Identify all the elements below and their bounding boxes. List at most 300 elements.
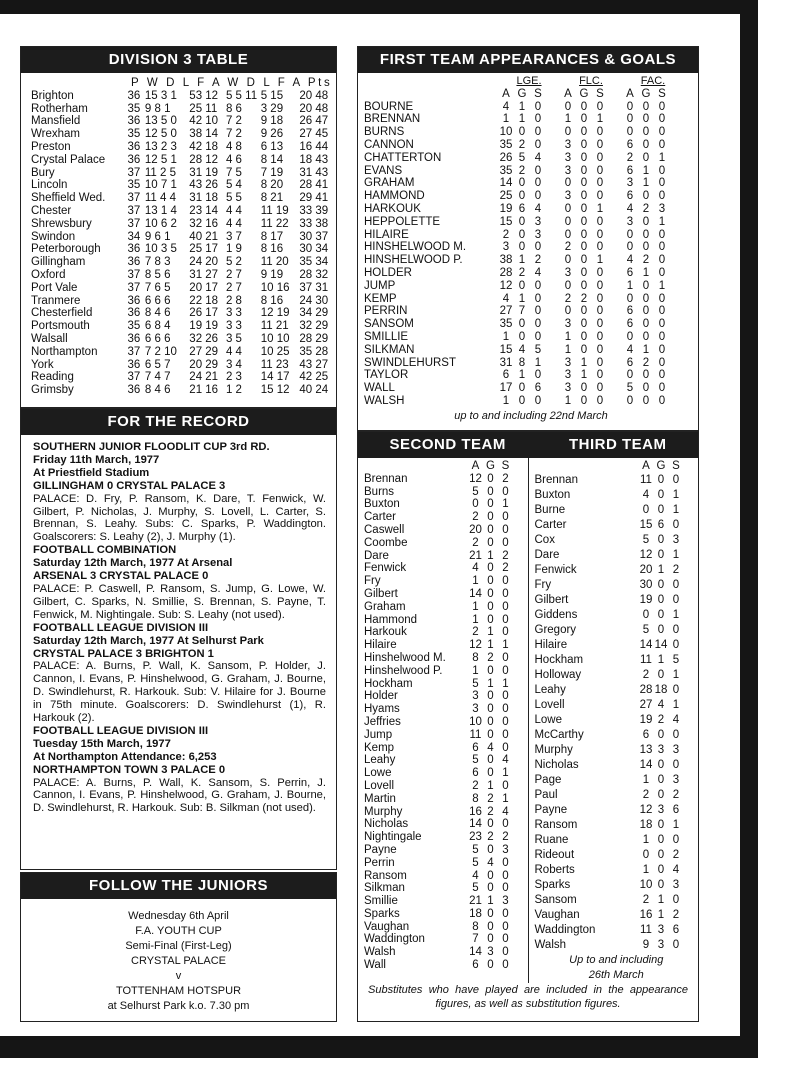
stat-group: [560, 369, 622, 382]
stat-value: 0: [672, 518, 680, 531]
away-record: 8 6: [225, 102, 242, 115]
player-name: Jeffries: [364, 715, 401, 728]
player-stats: [639, 593, 684, 608]
stat-value: 0: [487, 587, 494, 600]
away-record: 1 9: [225, 243, 242, 256]
stat-value: 1: [472, 613, 479, 626]
player-row: [364, 550, 528, 563]
stat-value: 0: [580, 343, 588, 356]
table-row: [31, 359, 336, 372]
player-name: Lovell: [364, 779, 395, 792]
stat-value: 4: [487, 856, 494, 869]
player-name: HINSHELWOOD P.: [364, 254, 463, 267]
stat-value: 1: [564, 330, 572, 343]
player-stats: [468, 498, 513, 511]
away-goals: 8 17: [260, 230, 284, 243]
stat-value: 0: [580, 113, 588, 126]
stat-value: 0: [658, 266, 666, 279]
stat-value: 3: [564, 190, 572, 203]
first-team-col-header: [364, 88, 698, 101]
stat-value: 0: [487, 907, 494, 920]
player-name: Sparks: [364, 907, 400, 920]
stat-value: 3: [657, 923, 665, 936]
team-points: 16 44: [299, 140, 329, 153]
stat-value: 4: [672, 863, 680, 876]
stat-value: 1: [472, 664, 479, 677]
stat-value: 2: [472, 779, 479, 792]
stat-value: 0: [580, 202, 588, 215]
stat-value: 0: [502, 728, 509, 741]
team-points: 33 39: [299, 204, 329, 217]
stat-value: 3: [657, 743, 665, 756]
stat-value: 5: [626, 382, 634, 395]
stat-value: 3: [534, 215, 542, 228]
stat-value: 1: [596, 202, 604, 215]
stat-value: 0: [487, 882, 494, 895]
player-name: Holder: [364, 690, 398, 703]
player-stats: [468, 703, 513, 716]
stat-group: [560, 318, 622, 331]
stat-value: 26: [499, 151, 513, 164]
stat-value: 3: [672, 773, 680, 786]
table-row: [31, 295, 336, 308]
player-stats: [468, 780, 513, 793]
stat-value: 0: [502, 933, 509, 946]
stat-value: 0: [487, 920, 494, 933]
player-name: Vaughan: [534, 908, 580, 921]
stat-group: [560, 382, 622, 395]
stat-value: 0: [657, 548, 665, 561]
player-row: [364, 241, 698, 254]
stat-value: 0: [487, 575, 494, 588]
stat-value: 0: [657, 788, 665, 801]
stat-group: [560, 177, 622, 190]
stat-value: 0: [534, 100, 542, 113]
stat-value: 35: [499, 138, 513, 151]
player-row: [535, 908, 699, 923]
player-name: Fenwick: [364, 562, 407, 575]
stat-value: 0: [658, 100, 666, 113]
player-name: HOLDER: [364, 266, 412, 279]
player-row: [535, 818, 699, 833]
player-row: [364, 793, 528, 806]
stat-value: 6: [626, 190, 634, 203]
stat-value: 0: [487, 818, 494, 831]
stat-value: 0: [502, 536, 509, 549]
stat-value: 0: [502, 587, 509, 600]
player-name: Gilbert: [364, 587, 398, 600]
home-record: 12 5 1: [144, 153, 177, 166]
stat-value: 1: [502, 498, 509, 511]
stat-value: 12: [469, 472, 482, 485]
stat-value: 0: [658, 292, 666, 305]
stat-value: 0: [642, 228, 650, 241]
record-panel: [20, 408, 337, 870]
stat-group: [622, 382, 684, 395]
stat-value: 0: [502, 523, 509, 536]
home-goals: 40 21: [189, 230, 219, 243]
player-name: Buxton: [534, 488, 571, 501]
record-body: [21, 435, 336, 815]
stat-value: 0: [672, 638, 680, 651]
stat-value: 0: [518, 241, 526, 254]
stat-value: 2: [642, 254, 650, 267]
stat-value: 1: [487, 677, 494, 690]
player-stats: [468, 614, 513, 627]
stat-value: 28: [499, 266, 513, 279]
stat-value: 7: [518, 305, 526, 318]
stat-value: 38: [499, 254, 513, 267]
stat-value: 15: [499, 343, 513, 356]
team-points: 34 29: [299, 307, 329, 320]
player-name: HILAIRE: [364, 228, 409, 241]
stat-value: 4: [502, 754, 509, 767]
stat-value: 1: [658, 279, 666, 292]
player-name: GRAHAM: [364, 177, 415, 190]
stat-value: 5: [472, 856, 479, 869]
juniors-line: F.A. YOUTH CUP: [135, 925, 222, 937]
table-row: [31, 333, 336, 346]
col-label: S: [672, 460, 680, 472]
team-points: 28 29: [299, 332, 329, 345]
stat-value: 3: [657, 803, 665, 816]
player-row: [364, 780, 528, 793]
stat-value: 4: [534, 202, 542, 215]
col-label: G: [641, 87, 651, 100]
player-name: Leahy: [364, 754, 396, 767]
team-name: Chester: [31, 204, 72, 217]
player-row: [364, 152, 698, 165]
stat-group: [560, 293, 622, 306]
stat-group: [560, 305, 622, 318]
player-row: [364, 690, 528, 703]
team-played: 37: [127, 192, 141, 205]
stat-group: [622, 101, 684, 114]
competition-label: FAC.: [640, 75, 666, 87]
player-row: [364, 639, 528, 652]
player-name: Wall: [364, 959, 386, 972]
stat-group: [622, 152, 684, 165]
player-stats: [468, 895, 513, 908]
table-row: [31, 384, 336, 397]
stat-value: 1: [657, 893, 665, 906]
stat-value: 3: [564, 356, 572, 369]
home-goals: 28 12: [189, 153, 219, 166]
stat-value: 2: [642, 202, 650, 215]
first-team-note: up to and including 22nd March: [454, 409, 608, 422]
stat-value: 1: [487, 626, 494, 639]
stat-value: 3: [487, 946, 494, 959]
spacer: [364, 88, 498, 101]
stat-group: [560, 254, 622, 267]
player-name: Leahy: [534, 683, 566, 696]
stat-value: 0: [657, 503, 665, 516]
stat-value: 0: [580, 318, 588, 331]
stat-value: 0: [564, 305, 572, 318]
player-row: [364, 395, 698, 408]
player-row: [364, 729, 528, 742]
stat-value: 1: [518, 292, 526, 305]
player-name: Kemp: [364, 741, 395, 754]
stat-value: 1: [672, 503, 680, 516]
team-points: 27 45: [299, 128, 329, 141]
player-stats: [639, 578, 684, 593]
team-played: 36: [127, 243, 141, 256]
stat-value: 7: [472, 933, 479, 946]
team-points: 35 28: [299, 345, 329, 358]
record-heading: GILLINGHAM 0 CRYSTAL PALACE 3: [33, 479, 226, 492]
player-stats: [468, 665, 513, 678]
player-stats: [639, 548, 684, 563]
record-heading: SOUTHERN JUNIOR FLOODLIT CUP 3rd RD.: [33, 441, 270, 453]
stat-value: 0: [487, 715, 494, 728]
team-name: Bury: [31, 166, 55, 179]
home-record: 7 2 10: [144, 345, 177, 358]
player-name: Page: [534, 773, 562, 786]
stat-value: 2: [487, 651, 494, 664]
stat-value: 2: [672, 563, 680, 576]
home-goals: 25 17: [189, 243, 219, 256]
stat-group: [560, 357, 622, 370]
stat-value: 0: [518, 177, 526, 190]
away-record: 5 2: [225, 256, 242, 269]
team-name: Tranmere: [31, 294, 81, 307]
stat-value: 0: [534, 113, 542, 126]
stat-value: 0: [502, 715, 509, 728]
stat-value: 0: [596, 190, 604, 203]
stat-group: [560, 113, 622, 126]
stat-group: [498, 113, 560, 126]
player-name: Silkman: [364, 882, 405, 895]
competition-label: FLC.: [579, 75, 603, 87]
player-name: CANNON: [364, 138, 414, 151]
stat-value: 1: [502, 767, 509, 780]
player-stats: [468, 844, 513, 857]
player-row: [535, 743, 699, 758]
player-name: Gregory: [534, 623, 577, 636]
stat-group: [622, 165, 684, 178]
team-points: 40 24: [299, 384, 329, 397]
player-name: Hilaire: [534, 638, 568, 651]
stat-value: 0: [672, 683, 680, 696]
stat-value: 0: [596, 369, 604, 382]
away-record: 2 8: [225, 294, 242, 307]
stat-value: 6: [626, 266, 634, 279]
player-stats: [468, 754, 513, 767]
stat-value: 15: [499, 215, 513, 228]
player-name: Ruane: [534, 833, 569, 846]
stat-value: 16: [639, 908, 653, 921]
stat-value: 0: [626, 369, 634, 382]
stat-value: 4: [534, 151, 542, 164]
stat-value: 0: [657, 758, 665, 771]
player-stats: [468, 870, 513, 883]
stat-value: 0: [534, 292, 542, 305]
player-stats: [639, 473, 684, 488]
home-record: 8 4 6: [144, 384, 171, 397]
stat-value: 0: [487, 485, 494, 498]
stat-value: 14: [499, 177, 513, 190]
player-row: [364, 818, 528, 831]
player-name: Hockham: [364, 677, 413, 690]
home-record: 10 3 5: [144, 243, 177, 256]
stat-value: 3: [564, 382, 572, 395]
right-border: [740, 0, 758, 1058]
stat-value: 0: [487, 843, 494, 856]
stat-value: 1: [657, 653, 665, 666]
stat-value: 0: [487, 728, 494, 741]
stat-value: 8: [472, 651, 479, 664]
player-row: [364, 626, 528, 639]
stat-group: [498, 126, 560, 139]
third-team-note: 26th March: [588, 968, 644, 981]
stat-value: 1: [642, 833, 650, 846]
stat-value: 6: [502, 369, 510, 382]
team-points: 20 48: [299, 102, 329, 115]
stat-value: 0: [502, 485, 509, 498]
stat-value: 3: [564, 318, 572, 331]
team-name: Port Vale: [31, 281, 78, 294]
player-row: [535, 518, 699, 533]
stat-value: 0: [502, 959, 509, 972]
stat-value: 1: [502, 792, 509, 805]
player-name: TAYLOR: [364, 369, 409, 382]
stat-group: [622, 113, 684, 126]
stat-group: [498, 267, 560, 280]
team-played: 36: [127, 153, 141, 166]
stat-value: 3: [564, 369, 572, 382]
second-team-table: [358, 458, 529, 983]
stat-value: 0: [580, 266, 588, 279]
away-goals: 8 16: [260, 294, 284, 307]
stat-group: [622, 177, 684, 190]
stat-group: [498, 318, 560, 331]
player-stats: [468, 716, 513, 729]
stat-value: 15: [639, 518, 653, 531]
stat-value: 0: [487, 523, 494, 536]
stat-value: 2: [487, 792, 494, 805]
team-name: Grimsby: [31, 384, 74, 397]
home-goals: 21 16: [189, 384, 219, 397]
player-row: [364, 588, 528, 601]
player-name: Ransom: [534, 818, 578, 831]
stat-value: 4: [502, 100, 510, 113]
stat-value: 1: [672, 608, 680, 621]
stat-value: 0: [502, 575, 509, 588]
stat-value: 6: [472, 741, 479, 754]
stat-group: [560, 152, 622, 165]
substitutes-note: Substitutes who have played are included in the appearance figures, as well as substitution figures.: [368, 983, 688, 1010]
player-stats: [468, 588, 513, 601]
player-name: Caswell: [364, 523, 405, 536]
team-played: 37: [127, 166, 141, 179]
stat-group: [498, 331, 560, 344]
stat-value: 4: [472, 562, 479, 575]
home-record: 6 8 4: [144, 320, 171, 333]
player-name: PERRIN: [364, 305, 408, 318]
player-row: [535, 623, 699, 638]
stat-value: 9: [642, 938, 650, 951]
stat-value: 0: [534, 241, 542, 254]
player-name: Graham: [364, 600, 406, 613]
stat-value: 3: [564, 151, 572, 164]
team-col-header: [535, 460, 699, 473]
stat-value: 1: [564, 343, 572, 356]
table-row: [31, 231, 336, 244]
player-row: [364, 614, 528, 627]
team-points: 31 43: [299, 166, 329, 179]
table-row: [31, 192, 336, 205]
stat-value: 11: [640, 923, 652, 936]
stat-value: 0: [596, 279, 604, 292]
away-goals: 7 19: [260, 166, 284, 179]
player-row: [364, 844, 528, 857]
stat-value: 0: [596, 266, 604, 279]
stat-value: 3: [502, 241, 510, 254]
stat-value: 5: [642, 533, 650, 546]
player-name: Fry: [534, 578, 552, 591]
stat-value: 0: [658, 138, 666, 151]
away-goals: 12 19: [260, 307, 290, 320]
away-record: 1 2: [225, 384, 242, 397]
stat-value: 2: [518, 164, 526, 177]
team-played: 37: [127, 268, 141, 281]
col-label: G: [486, 460, 495, 472]
stat-value: 0: [564, 126, 572, 139]
stat-value: 14: [654, 638, 668, 651]
stat-value: 0: [534, 279, 542, 292]
stat-value: 0: [642, 305, 650, 318]
col-label: A: [502, 87, 510, 100]
stat-group: [498, 293, 560, 306]
stat-value: 0: [580, 241, 588, 254]
player-name: Roberts: [534, 863, 575, 876]
stat-value: 0: [580, 138, 588, 151]
player-row: [535, 473, 699, 488]
stat-group: [560, 101, 622, 114]
stat-value: 0: [487, 498, 494, 511]
stat-group: [622, 267, 684, 280]
away-goals: 15 12: [260, 384, 290, 397]
team-played: 35: [127, 179, 141, 192]
player-stats: [468, 524, 513, 537]
player-stats: [639, 653, 684, 668]
stat-value: 1: [472, 600, 479, 613]
team-points: 29 41: [299, 192, 329, 205]
stat-value: 0: [657, 728, 665, 741]
stat-group: [622, 254, 684, 267]
stat-value: 1: [642, 343, 650, 356]
stat-value: 0: [580, 164, 588, 177]
team-points: 42 25: [299, 371, 329, 384]
table-row: [31, 90, 336, 103]
player-row: [364, 716, 528, 729]
stat-value: 1: [657, 563, 665, 576]
stat-value: 0: [564, 279, 572, 292]
stat-value: 2: [580, 292, 588, 305]
first-team-group-header: [364, 75, 698, 88]
player-stats: [639, 938, 684, 953]
home-goals: 27 29: [189, 345, 219, 358]
stat-value: 0: [658, 382, 666, 395]
player-name: CHATTERTON: [364, 151, 442, 164]
stat-value: 3: [658, 202, 666, 215]
player-name: Smillie: [364, 895, 398, 908]
stat-value: 6: [626, 318, 634, 331]
stat-value: 1: [672, 818, 680, 831]
stat-value: 4: [626, 254, 634, 267]
stat-group: [498, 344, 560, 357]
